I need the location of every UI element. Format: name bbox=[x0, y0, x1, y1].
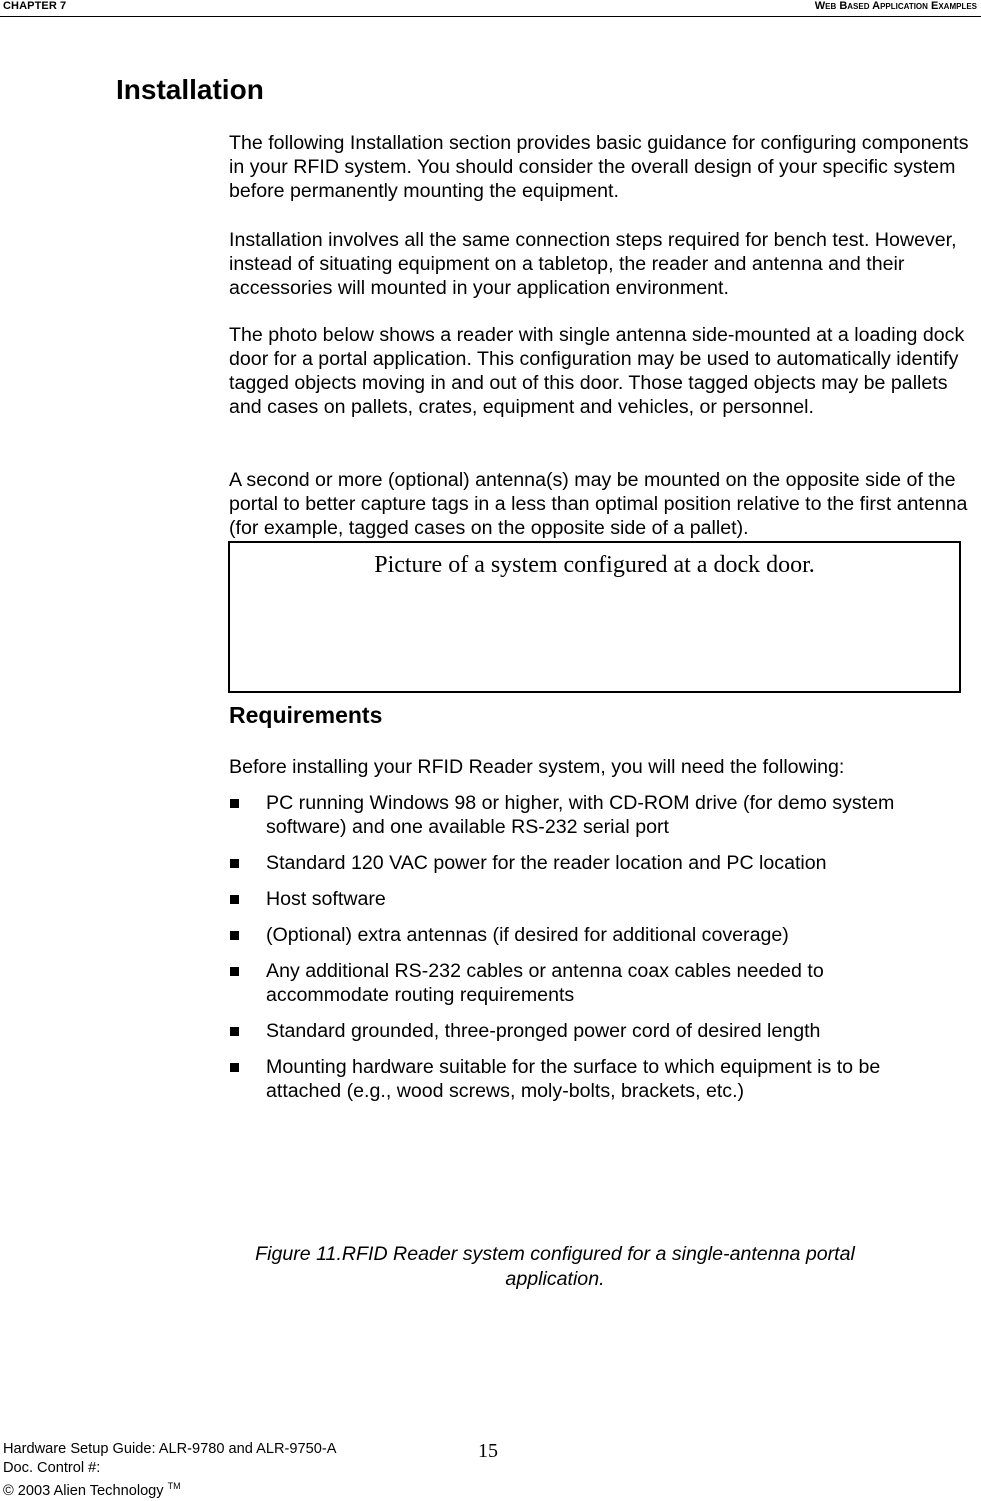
list-item-text: Any additional RS-232 cables or antenna coax cables needed to accommodate routing requirements bbox=[266, 960, 824, 1006]
list-item bbox=[229, 1019, 929, 1043]
footer-info bbox=[3, 1440, 336, 1501]
square-bullet-icon bbox=[230, 859, 239, 868]
square-bullet-icon bbox=[230, 895, 239, 904]
installation-paragraph: The photo below shows a reader with single antenna side-mounted at a loading dock door for a portal application. This configuration may be used to automatically identify tagged objects moving in and out of this door. Those tagged objects may be pallets and cases on pallets, crates, equipment and vehicles, or personnel. bbox=[229, 324, 965, 418]
footer-guide-title: Hardware Setup Guide: ALR-9780 and ALR-9750-A bbox=[3, 1441, 337, 1457]
list-item bbox=[229, 1055, 929, 1103]
installation-paragraph: The following Installation section provides basic guidance for configuring components in your RFID system. You should consider the overall design of your specific system before permanently mounting the equipment. bbox=[229, 132, 969, 202]
square-bullet-icon bbox=[230, 1063, 239, 1072]
list-item bbox=[229, 923, 929, 947]
list-item-text: Host software bbox=[266, 888, 386, 910]
figure-caption: Figure 11.RFID Reader system configured for a single-antenna portal application. bbox=[255, 1243, 855, 1290]
requirements-intro: Before installing your RFID Reader system, you will need the following: bbox=[229, 756, 845, 778]
square-bullet-icon bbox=[230, 1027, 239, 1036]
header-divider bbox=[0, 16, 981, 17]
photo-placeholder-box bbox=[228, 541, 961, 693]
photo-placeholder-text: Picture of a system configured at a dock door. bbox=[374, 552, 815, 578]
requirements-heading: Requirements bbox=[229, 702, 383, 728]
installation-paragraph: A second or more (optional) antenna(s) may be mounted on the opposite side of the portal to better capture tags in a less than optimal position relative to the first antenna (for example, tagged cases on the opposite side of a pallet). bbox=[229, 469, 968, 539]
square-bullet-icon bbox=[230, 967, 239, 976]
footer-copyright-line bbox=[3, 1477, 336, 1501]
page-number: 15 bbox=[478, 1440, 498, 1462]
trademark-mark: TM bbox=[167, 1481, 181, 1491]
chapter-label: CHAPTER 7 bbox=[3, 0, 67, 12]
list-item bbox=[229, 887, 929, 911]
installation-heading: Installation bbox=[116, 74, 264, 105]
list-item-text: (Optional) extra antennas (if desired for additional coverage) bbox=[266, 924, 789, 946]
footer-copyright: © 2003 Alien Technology bbox=[3, 1483, 164, 1499]
list-item bbox=[229, 851, 929, 875]
square-bullet-icon bbox=[230, 799, 239, 808]
list-item-text: Mounting hardware suitable for the surface to which equipment is to be attached (e.g., wood screws, moly-bolts, brackets, etc.) bbox=[266, 1056, 881, 1102]
section-label: Web Based Application Examples bbox=[814, 0, 977, 12]
list-item-text: PC running Windows 98 or higher, with CD-ROM drive (for demo system software) and one available RS-232 serial port bbox=[266, 792, 895, 838]
requirements-list bbox=[229, 791, 929, 1115]
installation-paragraph: Installation involves all the same connection steps required for bench test. However, instead of situating equipment on a tabletop, the reader and antenna and their accessories will mounted in your application environment. bbox=[229, 229, 957, 299]
square-bullet-icon bbox=[230, 931, 239, 940]
list-item-text: Standard 120 VAC power for the reader location and PC location bbox=[266, 852, 827, 874]
footer-doc-control: Doc. Control #: bbox=[3, 1459, 101, 1476]
list-item bbox=[229, 791, 929, 839]
list-item bbox=[229, 959, 929, 1007]
list-item-text: Standard grounded, three-pronged power cord of desired length bbox=[266, 1020, 821, 1042]
